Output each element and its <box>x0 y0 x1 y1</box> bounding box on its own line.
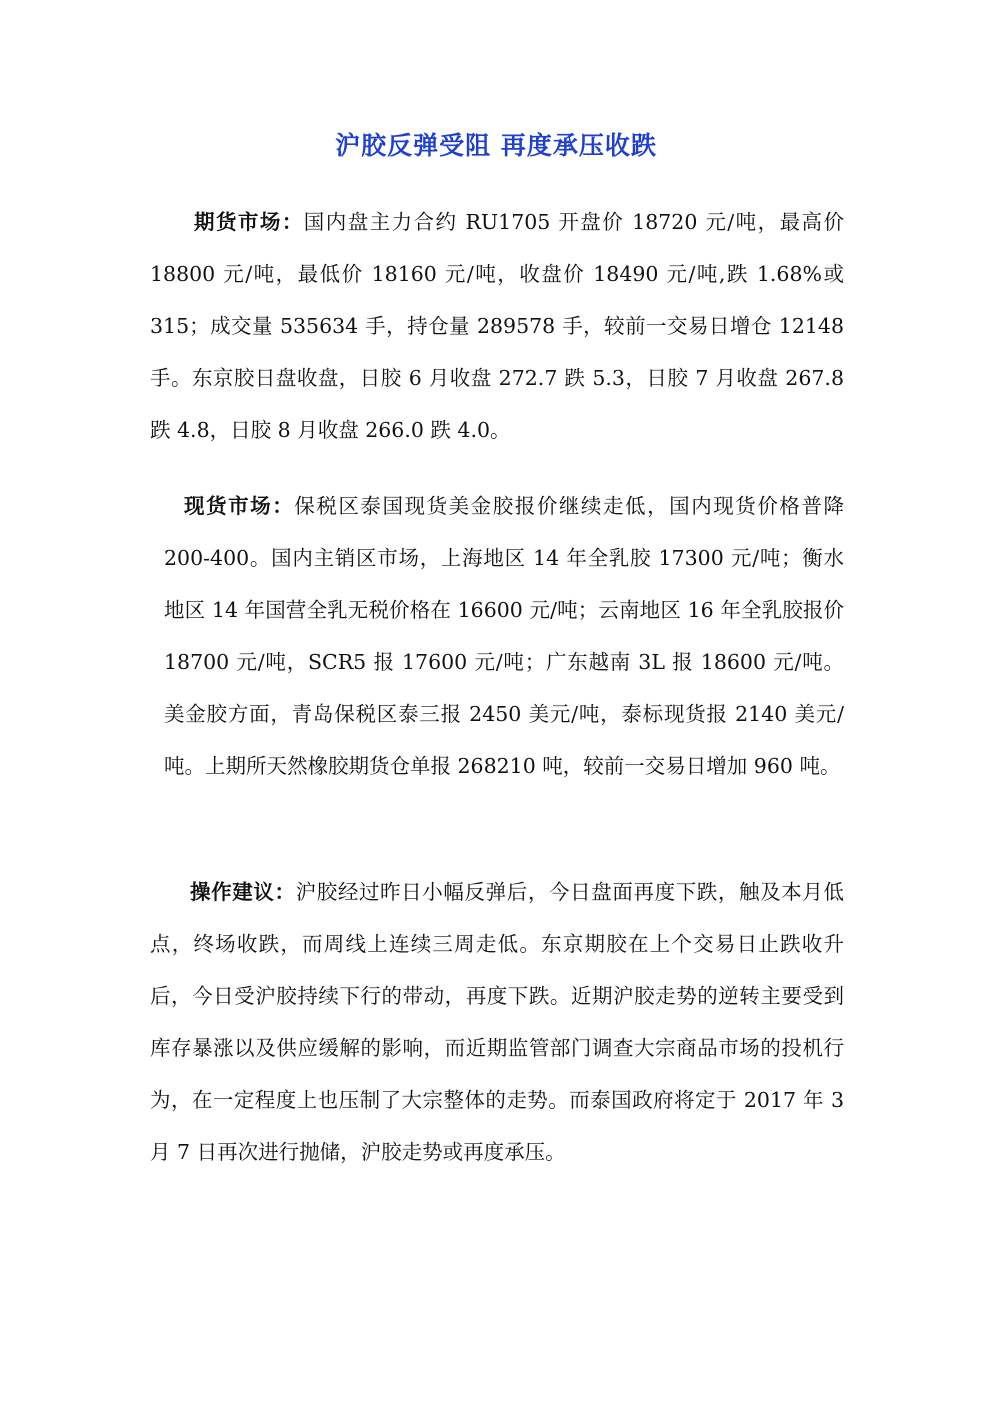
section-lead-label: 操作建议： <box>190 880 296 904</box>
section-futures-market <box>150 196 844 456</box>
section-body-text: 沪胶经过昨日小幅反弹后，今日盘面再度下跌，触及本月低点，终场收跌，而周线上连续三周走低。东京期胶在上个交易日止跌收升后，今日受沪胶持续下行的带动，再度下跌。近期沪胶走势的逆转主要受到库存暴涨以及供应缓解的影响，而近期监管部门调查大宗商品市场的投机行为，在一定程度上也压制了大宗整体的走势。而泰国政府将定于 2017 年 3 月 7 日再次进行抛储，沪胶走势或再度承压。 <box>150 880 845 1164</box>
section-spot-market <box>164 480 844 792</box>
section-body-text: 保税区泰国现货美金胶报价继续走低，国内现货价格普降 200-400。国内主销区市场，上海地区 14 年全乳胶 17300 元/吨；衡水地区 14 年国营全乳无税价格在 16600 元/吨；云南地区 16 年全乳胶报价 18700 元/吨，SCR5 报 17600 元/吨；广东越南 3L 报 18600 元/吨。美金胶方面，青岛保税区泰三报 2450 美元/吨，泰标现货报 2140 美元/吨。上期所天然橡胶期货仓单报 268210 吨，较前一交易日增加 960 吨。 <box>164 494 845 778</box>
section-lead-label: 现货市场： <box>184 494 295 518</box>
section-trading-advice <box>150 866 844 1178</box>
section-lead-label: 期货市场： <box>194 210 304 234</box>
document-title: 沪胶反弹受阻 再度承压收跌 <box>335 131 657 160</box>
section-body-text: 国内盘主力合约 RU1705 开盘价 18720 元/吨，最高价 18800 元/吨，最低价 18160 元/吨，收盘价 18490 元/吨,跌 1.68%或 315；成交量 535634 手，持仓量 289578 手，较前一交易日增仓 12148 手。东京胶日盘收盘，日胶 6 月收盘 272.7 跌 5.3，日胶 7 月收盘 267.8 跌 4.8，日胶 8 月收盘 266.0 跌 4.0。 <box>150 210 845 442</box>
